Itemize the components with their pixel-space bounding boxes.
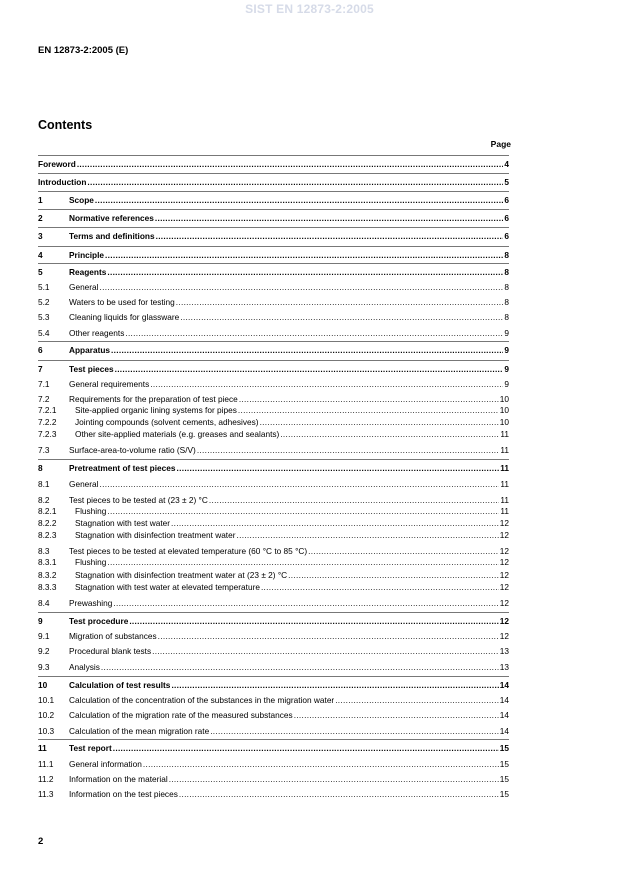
toc-entry-title: Apparatus <box>69 345 111 355</box>
toc-entry-page: 9 <box>504 345 509 355</box>
toc-entry-page: 8 <box>504 267 509 277</box>
toc-entry-title: Stagnation with disinfection treatment water <box>75 530 236 540</box>
toc-entry-number: 7.1 <box>38 379 50 389</box>
dot-leader <box>152 646 499 656</box>
toc-entry-title: Prewashing <box>69 598 113 608</box>
toc-entry[interactable] <box>38 630 509 641</box>
toc-entry-page: 12 <box>499 631 509 641</box>
dot-leader <box>105 250 503 260</box>
dot-leader <box>107 557 498 567</box>
toc-entry[interactable] <box>38 615 509 626</box>
toc-entry[interactable] <box>38 517 509 528</box>
dot-leader <box>260 417 499 427</box>
toc-entry[interactable] <box>38 679 509 690</box>
section-divider <box>38 209 509 210</box>
dot-leader <box>101 662 499 672</box>
toc-entry-number: 7.2.3 <box>38 429 57 439</box>
toc-entry[interactable] <box>38 742 509 753</box>
toc-entry[interactable] <box>38 212 509 223</box>
toc-entry[interactable] <box>38 462 509 473</box>
toc-entry[interactable] <box>38 296 509 307</box>
toc-entry-page: 13 <box>499 662 509 672</box>
toc-entry[interactable] <box>38 581 509 592</box>
toc-entry-title: Stagnation with test water at elevated temperature <box>75 582 260 592</box>
page-number: 2 <box>38 836 44 847</box>
dot-leader <box>238 405 499 415</box>
toc-entry-page: 5 <box>504 177 509 187</box>
toc-entry-title: General requirements <box>69 379 150 389</box>
toc-entry-page: 4 <box>504 159 509 169</box>
toc-entry[interactable] <box>38 725 509 736</box>
toc-entry[interactable] <box>38 327 509 338</box>
toc-entry[interactable] <box>38 444 509 455</box>
toc-entry-title: Introduction <box>38 177 87 187</box>
toc-entry-page: 8 <box>504 250 509 260</box>
toc-entry-page: 11 <box>500 479 509 489</box>
toc-entry-page: 15 <box>499 789 509 799</box>
toc-entry-number: 9.1 <box>38 631 50 641</box>
toc-entry-number: 10 <box>38 680 48 690</box>
toc-entry-number: 9.2 <box>38 646 50 656</box>
toc-entry-number: 10.3 <box>38 726 55 736</box>
toc-entry[interactable] <box>38 344 509 355</box>
toc-entry-page: 12 <box>499 598 509 608</box>
toc-entry-number: 9 <box>38 616 43 626</box>
toc-entry-title: Information on the test pieces <box>69 789 178 799</box>
toc-entry[interactable] <box>38 597 509 608</box>
toc-entry[interactable] <box>38 266 509 277</box>
toc-entry-number: 1 <box>38 195 43 205</box>
toc-entry-number: 8.1 <box>38 479 50 489</box>
toc-entry-title: Flushing <box>75 557 107 567</box>
toc-entry-number: 7.2.2 <box>38 417 57 427</box>
toc-entry-title: Reagents <box>69 267 107 277</box>
toc-entry-page: 10 <box>499 394 509 404</box>
dot-leader <box>150 379 503 389</box>
dot-leader <box>87 177 503 187</box>
toc-entry[interactable] <box>38 661 509 672</box>
section-divider <box>38 739 509 740</box>
toc-entry-page: 8 <box>504 282 509 292</box>
dot-leader <box>308 546 499 556</box>
dot-leader <box>158 631 499 641</box>
dot-leader <box>155 213 504 223</box>
toc-entry-page: 11 <box>500 506 509 516</box>
contents-heading: Contents <box>38 118 93 132</box>
dot-leader <box>143 759 499 769</box>
toc-entry[interactable] <box>38 545 509 556</box>
toc-entry-number: 7.2.1 <box>38 405 57 415</box>
toc-entry-page: 14 <box>499 680 509 690</box>
dot-leader <box>95 195 503 205</box>
dot-leader <box>288 570 499 580</box>
toc-entry-number: 7.3 <box>38 445 50 455</box>
dot-leader <box>197 445 500 455</box>
dot-leader <box>100 479 500 489</box>
toc-entry-title: Pretreatment of test pieces <box>69 463 176 473</box>
toc-entry-title: Terms and definitions <box>69 231 155 241</box>
toc-entry-title: Site-applied organic lining systems for pipes <box>75 405 237 415</box>
dot-leader <box>107 506 499 516</box>
toc-entry-title: Surface-area-to-volume ratio (S/V) <box>69 445 196 455</box>
toc-entry-page: 12 <box>499 582 509 592</box>
toc-entry-page: 12 <box>499 557 509 567</box>
toc-entry[interactable] <box>38 758 509 769</box>
section-divider <box>38 191 509 192</box>
dot-leader <box>113 743 499 753</box>
toc-entry[interactable] <box>38 393 509 404</box>
toc-entry-number: 11.2 <box>38 774 54 784</box>
toc-entry-title: Calculation of the concentration of the substances in the migration water <box>69 695 335 705</box>
toc-entry[interactable] <box>38 249 509 260</box>
toc-entry-page: 14 <box>499 695 509 705</box>
toc-entry-number: 8.4 <box>38 598 50 608</box>
dot-leader <box>294 710 499 720</box>
toc-entry[interactable] <box>38 363 509 374</box>
dot-leader <box>237 530 499 540</box>
dot-leader <box>261 582 499 592</box>
toc-entry-page: 12 <box>499 518 509 528</box>
toc-entry-title: Calculation of test results <box>69 680 171 690</box>
toc-entry-number: 3 <box>38 231 43 241</box>
toc-entry-title: Test report <box>69 743 112 753</box>
toc-entry-title: Procedural blank tests <box>69 646 152 656</box>
toc-entry[interactable] <box>38 311 509 322</box>
toc-entry[interactable] <box>38 709 509 720</box>
toc-entry-number: 11 <box>38 743 47 753</box>
toc-entry[interactable] <box>38 645 509 656</box>
toc-entry-number: 11.1 <box>38 759 54 769</box>
section-divider <box>38 676 509 677</box>
toc-entry-number: 9.3 <box>38 662 50 672</box>
toc-entry-title: Migration of substances <box>69 631 157 641</box>
toc-entry-title: Stagnation with test water <box>75 518 171 528</box>
toc-entry-title: Foreword <box>38 159 76 169</box>
toc-entry-number: 8.2.3 <box>38 530 57 540</box>
dot-leader <box>77 159 504 169</box>
toc-entry-title: Calculation of the mean migration rate <box>69 726 210 736</box>
toc-entry[interactable] <box>38 773 509 784</box>
toc-entry[interactable] <box>38 788 509 799</box>
page-column-label: Page <box>490 139 511 149</box>
toc-entry-title: General <box>69 282 99 292</box>
toc-entry-page: 11 <box>500 429 509 439</box>
toc-entry-page: 6 <box>504 213 509 223</box>
toc-entry-page: 12 <box>499 530 509 540</box>
toc-entry-page: 9 <box>504 379 509 389</box>
dot-leader <box>107 267 503 277</box>
toc-entry-number: 4 <box>38 250 43 260</box>
toc-entry-page: 12 <box>499 616 509 626</box>
toc-entry[interactable] <box>38 494 509 505</box>
dot-leader <box>156 231 504 241</box>
toc-entry-page: 15 <box>499 774 509 784</box>
dot-leader <box>176 297 504 307</box>
toc-entry-title: Principle <box>69 250 105 260</box>
toc-entry-number: 6 <box>38 345 43 355</box>
toc-entry-title: General <box>69 479 99 489</box>
toc-entry-number: 7 <box>38 364 43 374</box>
toc-entry-number: 8.2 <box>38 495 50 505</box>
toc-entry-number: 8 <box>38 463 43 473</box>
document-id: EN 12873-2:2005 (E) <box>38 45 129 56</box>
toc-entry-page: 9 <box>504 364 509 374</box>
toc-entry-title: Waters to be used for testing <box>69 297 175 307</box>
dot-leader <box>179 789 499 799</box>
section-divider <box>38 227 509 228</box>
toc-entry-page: 11 <box>500 463 509 473</box>
toc-entry-title: Other site-applied materials (e.g. greases and sealants) <box>75 429 280 439</box>
toc-entry-page: 10 <box>499 405 509 415</box>
toc-entry-number: 2 <box>38 213 43 223</box>
toc-entry[interactable] <box>38 428 509 439</box>
toc-entry-page: 12 <box>499 570 509 580</box>
toc-entry-page: 13 <box>499 646 509 656</box>
section-divider <box>38 459 509 460</box>
toc-entry-page: 11 <box>500 445 509 455</box>
toc-entry[interactable] <box>38 281 509 292</box>
toc-entry-title: Other reagents <box>69 328 125 338</box>
toc-entry[interactable] <box>38 529 509 540</box>
toc-entry-title: Requirements for the preparation of test piece <box>69 394 238 404</box>
toc-entry-page: 14 <box>499 710 509 720</box>
toc-entry[interactable] <box>38 176 509 187</box>
toc-entry-number: 10.1 <box>38 695 55 705</box>
toc-entry-title: Calculation of the migration rate of the measured substances <box>69 710 293 720</box>
toc-entry-page: 15 <box>499 743 509 753</box>
toc-entry[interactable] <box>38 158 509 169</box>
toc-entry-title: Analysis <box>69 662 100 672</box>
section-divider <box>38 246 509 247</box>
toc-entry-title: Cleaning liquids for glassware <box>69 312 180 322</box>
section-divider <box>38 155 509 156</box>
toc-entry-number: 5.3 <box>38 312 50 322</box>
toc-entry-page: 6 <box>504 231 509 241</box>
dot-leader <box>177 463 500 473</box>
toc-entry-title: Test pieces to be tested at (23 ± 2) °C <box>69 495 208 505</box>
toc-entry-page: 12 <box>499 546 509 556</box>
toc-entry-title: Test pieces <box>69 364 114 374</box>
toc-entry[interactable] <box>38 694 509 705</box>
dot-leader <box>239 394 499 404</box>
watermark: SIST EN 12873-2:2005 <box>245 2 374 16</box>
toc-entry-title: Flushing <box>75 506 107 516</box>
dot-leader <box>280 429 499 439</box>
toc-entry-number: 8.3.1 <box>38 557 57 567</box>
toc-entry-page: 14 <box>499 726 509 736</box>
dot-leader <box>111 345 503 355</box>
toc-entry-number: 10.2 <box>38 710 55 720</box>
toc-entry[interactable] <box>38 478 509 489</box>
toc-entry-number: 5 <box>38 267 43 277</box>
dot-leader <box>210 726 499 736</box>
dot-leader <box>125 328 503 338</box>
dot-leader <box>335 695 499 705</box>
section-divider <box>38 612 509 613</box>
toc-entry[interactable] <box>38 505 509 516</box>
dot-leader <box>171 518 499 528</box>
toc-entry-page: 8 <box>504 297 509 307</box>
toc-entry-number: 8.3.3 <box>38 582 57 592</box>
toc-entry-number: 8.3.2 <box>38 570 57 580</box>
section-divider <box>38 263 509 264</box>
toc-entry-number: 5.1 <box>38 282 50 292</box>
toc-entry-page: 11 <box>500 495 509 505</box>
toc-entry-title: General information <box>69 759 142 769</box>
section-divider <box>38 173 509 174</box>
toc-entry-title: Test procedure <box>69 616 129 626</box>
toc-entry[interactable] <box>38 569 509 580</box>
toc-entry-page: 8 <box>504 312 509 322</box>
toc-entry[interactable] <box>38 378 509 389</box>
toc-entry-number: 5.4 <box>38 328 50 338</box>
toc-entry-number: 5.2 <box>38 297 50 307</box>
toc-entry-number: 7.2 <box>38 394 50 404</box>
dot-leader <box>113 598 498 608</box>
dot-leader <box>129 616 498 626</box>
dot-leader <box>171 680 498 690</box>
toc-entry-title: Information on the material <box>69 774 168 784</box>
toc-entry-number: 8.3 <box>38 546 50 556</box>
toc-entry-page: 10 <box>499 417 509 427</box>
toc-entry-title: Normative references <box>69 213 154 223</box>
toc-entry-number: 11.3 <box>38 789 54 799</box>
toc-entry-page: 6 <box>504 195 509 205</box>
toc-entry-page: 15 <box>499 759 509 769</box>
section-divider <box>38 360 509 361</box>
section-divider <box>38 341 509 342</box>
toc-entry-title: Jointing compounds (solvent cements, adhesives) <box>75 417 259 427</box>
toc-entry-number: 8.2.2 <box>38 518 57 528</box>
dot-leader <box>209 495 500 505</box>
toc-entry-page: 9 <box>504 328 509 338</box>
dot-leader <box>169 774 499 784</box>
toc-entry[interactable] <box>38 194 509 205</box>
toc-entry-title: Test pieces to be tested at elevated temperature (60 °C to 85 °C) <box>69 546 308 556</box>
toc-entry[interactable] <box>38 230 509 241</box>
toc-entry-title: Scope <box>69 195 94 205</box>
dot-leader <box>100 282 504 292</box>
toc-entry-title: Stagnation with disinfection treatment water at (23 ± 2) °C <box>75 570 288 580</box>
toc-entry[interactable] <box>38 404 509 415</box>
toc-entry[interactable] <box>38 416 509 427</box>
toc-entry[interactable] <box>38 556 509 567</box>
dot-leader <box>115 364 504 374</box>
dot-leader <box>180 312 503 322</box>
toc-entry-number: 8.2.1 <box>38 506 57 516</box>
